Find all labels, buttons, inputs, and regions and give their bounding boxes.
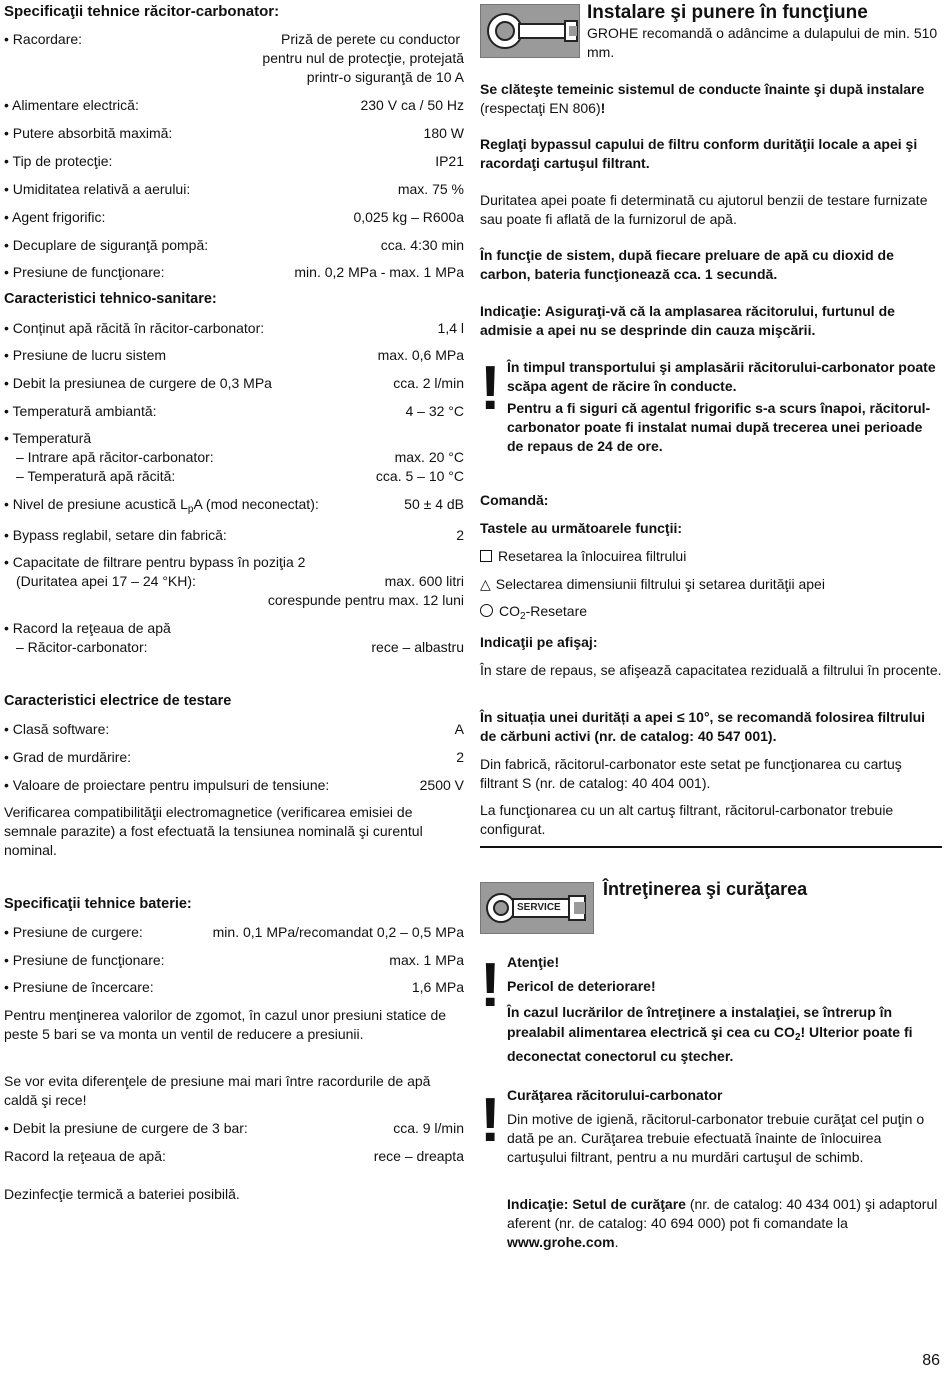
noise-text: Pentru menţinerea valorilor de zgomot, în cazul unor presiuni statice de peste 5 bari se va monta un ventil de reducere a presiunii. — [4, 1007, 447, 1042]
spec-label: • Tip de protecţie: — [4, 153, 113, 169]
spec-label: • Bypass reglabil, setare din fabrică: — [4, 527, 227, 543]
maint-warn-sub: 2 — [794, 1032, 801, 1044]
capacity-value-2: corespunde pentru max. 12 luni — [267, 592, 464, 608]
kit-bold: Indicaţie: Setul de curăţare — [507, 1196, 686, 1212]
spec-value: max. 1 MPa — [389, 952, 464, 968]
spec-value: min. 0,1 MPa/recomandat 0,2 – 0,5 MPa — [212, 924, 464, 940]
spec-label: – Răcitor-carbonator: — [16, 639, 148, 655]
maint-title: Întreţinerea şi curăţarea — [603, 879, 808, 899]
spec-row — [4, 1119, 464, 1138]
spec-value: 180 W — [423, 125, 464, 141]
clean-title: Curăţarea răcitorului-carbonator — [507, 1087, 723, 1103]
spec-label: • Alimentare electrică: — [4, 97, 139, 113]
spec-row — [4, 180, 464, 199]
spec-label: • Valoare de proiectare pentru impulsuri de tensiune: — [4, 777, 330, 793]
spec-value: 0,025 kg – R600a — [353, 209, 464, 225]
spec-row — [4, 467, 464, 486]
disinfect-text: Dezinfecţie termică a bateriei posibilă. — [4, 1186, 240, 1202]
spec-label: • Presiune de funcţionare: — [4, 952, 165, 968]
display-title: Indicaţii pe afişaj: — [480, 634, 598, 650]
warning-icon: ! — [480, 951, 501, 1020]
warning-1a: În timpul transportului şi amplasării răcitorului-carbonator poate scăpa agent de răcire în conducte. — [507, 359, 936, 394]
spec-value: A — [454, 721, 464, 737]
racordare-line-3: printr-o siguranţă de 10 A — [306, 68, 464, 85]
spec-value: 50 ± 4 dB — [404, 496, 464, 512]
spec-label: – Temperatură apă răcită: — [16, 468, 176, 484]
spec-row — [4, 263, 464, 282]
spec-row — [4, 572, 464, 591]
spec-label: • Debit la presiune de curgere de 3 bar: — [4, 1120, 248, 1136]
spec-value: cca. 2 l/min — [393, 375, 464, 391]
spec-row — [4, 776, 464, 795]
key-row-3 — [480, 602, 942, 624]
warning-1b: Pentru a fi siguri că agentul frigorific s-a scurs înapoi, răcitorul-carbonator poate fi instalat numai după trecerea unei perioade de repaus de 24 de ore. — [507, 400, 931, 454]
key-label: Selectarea dimensiunii filtrului şi setarea durităţii apei — [495, 576, 825, 592]
spec-row — [4, 346, 464, 365]
spec-row — [4, 748, 464, 767]
keys-title: Tastele au următoarele funcţii: — [480, 520, 683, 536]
spec-row — [4, 720, 464, 739]
spec-value: 1,4 l — [437, 320, 464, 336]
rinse-normal: (respectaţi EN 806) — [480, 99, 601, 116]
spec-row — [4, 923, 464, 942]
spec-label: • Grad de murdărire: — [4, 749, 132, 765]
spec-row — [4, 402, 464, 421]
spec-label: • Putere absorbită maximă: — [4, 125, 173, 141]
hardness10-text: În situația unei durități a apei ≤ 10°, se recomandă folosirea filtrului de cărbuni activi (nr. de catalog: 40 547 001). — [480, 709, 926, 744]
kit-end: . — [614, 1233, 619, 1250]
emc-text: Verificarea compatibilităţii electromagnetice (verificarea emisiei de semnale parazite) a fost efectuată la tensiunea nominală şi curentul nominal. — [4, 804, 423, 858]
elec-title: Caracteristici electrice de testare — [4, 693, 232, 709]
spec-row — [4, 374, 464, 393]
spec-label: Racord la reţeaua de apă: — [4, 1148, 166, 1164]
danger: Pericol de deteriorare! — [507, 978, 656, 994]
co2-text: În funcţie de sistem, după fiecare preluare de apă cu dioxid de carbon, bateria funcţionează cca. 1 secundă. — [480, 247, 894, 282]
diff-text: Se vor evita diferenţele de presiune mai mari între racordurile de apă caldă şi rece! — [4, 1073, 431, 1108]
clean-text: Din motive de igienă, răcitorul-carbonator trebuie curăţat cel puţin o dată pe an. Curăţarea trebuie efectuată înainte de înlocuirea cartuşului filtrant, pentru a nu murdări cartuşul de schimb. — [507, 1111, 925, 1165]
spec-label: • Clasă software: — [4, 721, 110, 737]
water-label-1: • Racord la reţeaua de apă — [4, 620, 171, 636]
noise-label-b: A (mod neconectat): — [193, 496, 319, 512]
service-icon — [480, 882, 594, 934]
temp-label: • Temperatură — [4, 430, 92, 446]
spec-label: • Presiune de funcţionare: — [4, 264, 165, 280]
key-row-1 — [480, 547, 942, 566]
warning-icon: ! — [480, 354, 501, 423]
spec-value: max. 0,6 MPa — [377, 347, 464, 363]
command-title: Comandă: — [480, 492, 549, 508]
spec-value: rece – albastru — [371, 639, 464, 655]
maint-warning — [507, 1002, 942, 1066]
spec-value: rece – dreapta — [373, 1148, 464, 1164]
spec-label: • Agent frigorific: — [4, 209, 106, 225]
divider — [480, 846, 942, 848]
rinse-text — [480, 80, 942, 118]
maint-warn-a: În cazul lucrărilor de întreţinere a instalaţiei, se întrerup în prealabil alimentarea electrică şi cea cu CO — [507, 1004, 893, 1041]
display-text: În stare de repaus, se afişează capacitatea reziduală a filtrului în procente. — [480, 662, 942, 678]
spec-row-noise — [4, 495, 464, 517]
noise-sub: p — [187, 504, 194, 515]
spec-value: IP21 — [435, 153, 464, 169]
spec-label: • Presiune de încercare: — [4, 979, 154, 995]
grohe-link[interactable]: www.grohe.com — [507, 1233, 615, 1250]
spec-label: – Intrare apă răcitor-carbonator: — [16, 449, 214, 465]
noise-label-a: • Nivel de presiune acustică L — [4, 496, 188, 512]
spec-label: • Temperatură ambiantă: — [4, 403, 157, 419]
hardness-text: Duritatea apei poate fi determinată cu ajutorul benzii de testare furnizate sau poate fi aflată de la furnizorul de apă. — [480, 192, 928, 227]
tech-specs-title: Specificaţii tehnice răcitor-carbonator: — [4, 3, 280, 20]
spec-row — [4, 951, 464, 970]
kit-normal: (nr. de catalog: 40 434 001) şi adaptorul aferent (nr. de catalog: 40 694 000) pot fi comandate la — [507, 1196, 938, 1231]
spec-label: • Umiditatea relativă a aerului: — [4, 181, 191, 197]
bypass-text: Reglaţi bypassul capului de filtru conform durităţii locale a apei şi racordaţi cartuşul filtrant. — [480, 136, 918, 171]
spec-value: min. 0,2 MPa - max. 1 MPa — [294, 264, 464, 280]
factory-text: Din fabrică, răcitorul-carbonator este setat pe funcţionarea cu cartuş filtrant S (nr. de catalog: 40 404 001). — [480, 756, 902, 791]
wrench-icon — [480, 4, 580, 58]
spec-label: • Debit la presiunea de curgere de 0,3 MPa — [4, 375, 272, 391]
square-icon — [480, 550, 492, 562]
spec-value: max. 75 % — [397, 181, 464, 197]
key-label: Resetarea la înlocuirea filtrului — [498, 548, 687, 564]
maint-warn-b: ! Ulterior poate fi deconectat conectorul cu ştecher. — [507, 1024, 913, 1064]
rinse-bold: Se clăteşte temeinic sistemul de conducte înainte şi după instalare — [480, 81, 925, 97]
spec-row — [4, 124, 464, 143]
spec-value: 2 — [456, 749, 464, 765]
spec-value: 2 — [456, 527, 464, 543]
sanitary-title: Caracteristici tehnico-sanitare: — [4, 291, 217, 307]
service-label: SERVICE — [517, 902, 561, 913]
key-sub: 2 — [520, 611, 526, 622]
spec-value: cca. 5 – 10 °C — [375, 468, 464, 484]
circle-icon — [480, 604, 493, 617]
spec-value: max. 600 litri — [384, 573, 464, 589]
spec-value: 230 V ca / 50 Hz — [360, 97, 464, 113]
spec-value: 2500 V — [419, 777, 464, 793]
spec-label: • Decuplare de siguranţă pompă: — [4, 237, 209, 253]
spec-value: 1,6 MPa — [411, 979, 464, 995]
spec-row — [4, 526, 464, 545]
spec-value — [262, 30, 464, 87]
install-sub: GROHE recomandă o adâncime a dulapului de min. 510 mm. — [587, 25, 938, 60]
spec-row — [4, 236, 464, 255]
spec-label — [4, 495, 319, 517]
spec-label: • Presiune de lucru sistem — [4, 347, 167, 363]
spec-row — [4, 319, 464, 338]
spec-value: cca. 4:30 min — [380, 237, 464, 253]
capacity-line-1: • Capacitate de filtrare pentru bypass în poziţia 2 — [4, 554, 306, 570]
kit-text — [507, 1195, 942, 1252]
page-number: 86 — [922, 1352, 940, 1370]
spec-row — [4, 1147, 464, 1166]
attention: Atenţie! — [507, 954, 560, 970]
battery-title: Specificaţii tehnice baterie: — [4, 896, 192, 912]
spec-row — [4, 448, 464, 467]
key-row-2 — [480, 575, 942, 594]
spec-row — [4, 152, 464, 171]
rinse-end: ! — [600, 99, 606, 116]
spec-row — [4, 638, 464, 657]
key-label-b: -Resetare — [525, 603, 588, 619]
spec-label: • Conținut apă răcită în răcitor-carbonator: — [4, 320, 265, 336]
spec-label: (Duritatea apei 17 – 24 °KH): — [16, 573, 196, 589]
other-text: La funcţionarea cu un alt cartuş filtrant, răcitorul-carbonator trebuie configurat. — [480, 802, 894, 837]
spec-row-racordare — [4, 30, 464, 87]
spec-label: • Presiune de curgere: — [4, 924, 143, 940]
spec-value: 4 – 32 °C — [405, 403, 464, 419]
spec-value: max. 20 °C — [394, 449, 464, 465]
spec-label: • Racordare: — [4, 31, 83, 47]
spec-row — [4, 978, 464, 997]
spec-row — [4, 208, 464, 227]
triangle-icon: △ — [480, 576, 491, 592]
install-title: Instalare şi punere în funcţiune — [587, 2, 868, 23]
spec-value: cca. 9 l/min — [393, 1120, 464, 1136]
warning-icon: ! — [480, 1086, 501, 1155]
key-label-a: CO — [499, 603, 520, 619]
hint-text: Indicaţie: Asiguraţi-vă că la amplasarea răcitorului, furtunul de admisie a apei nu se desprinde din cauza mişcării. — [480, 303, 895, 338]
racordare-line-2: pentru nul de protecţie, protejată — [262, 49, 464, 66]
racordare-line-1: Priză de perete cu conductor — [281, 31, 460, 47]
spec-row — [4, 96, 464, 115]
